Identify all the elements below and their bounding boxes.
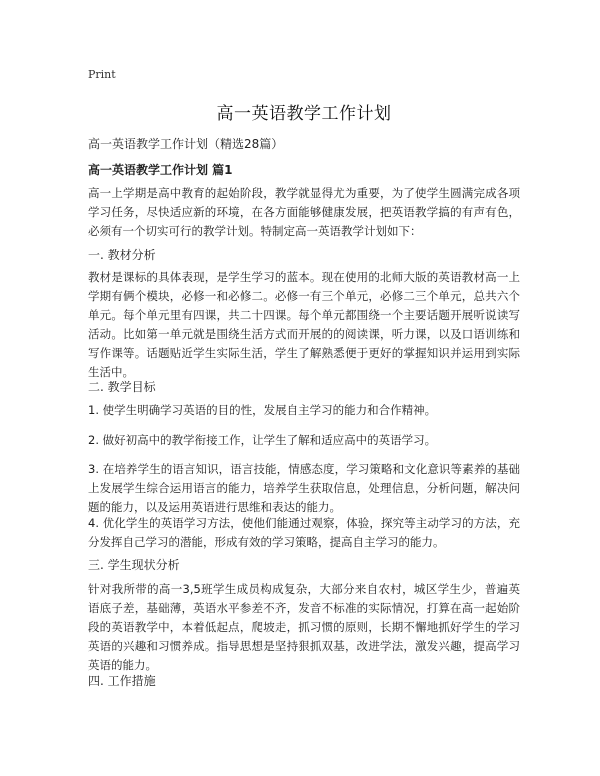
goal-item-4: 4. 优化学生的英语学习方法，使他们能通过观察，体验，探究等主动学习的方法，充分发挥自己学习的潜能，形成有效的学习策略，提高自主学习的能力。 [88, 516, 520, 549]
goal-item-1: 1. 使学生明确学习英语的目的性，发展自主学习的能力和合作精神。 [88, 403, 437, 417]
goal-item-3: 3. 在培养学生的语言知识，语言技能，情感态度，学习策略和文化意识等素养的基础上发展学生综合运用语言的能力，培养学生获取信息，处理信息，分析问题，解决问题的能力，以及运用英语进行思维和表达的能力。 [88, 462, 520, 514]
textbook-analysis-paragraph: 教材是课标的具体表现，是学生学习的蓝本。现在使用的北师大版的英语教材高一上学期有俩个模块，必修一和必修二。必修一有三个单元，必修二三个单元，总共六个单元。每个单元里有四课，共二十四课。每个单元都围绕一个主要话题开展听说读写活动。比如第一单元就是围绕生活方式而开展的的阅读课，听力课，以及口语训练和写作课等。话题贴近学生实际生活，学生了解熟悉便于更好的掌握知识并运用到实际生活中。 [88, 270, 520, 379]
section-heading-textbook: 一. 教材分析 [88, 248, 156, 262]
goal-item-2: 2. 做好初高中的教学衔接工作，让学生了解和适应高中的英语学习。 [88, 433, 437, 447]
page-title: 高一英语教学工作计划 [216, 104, 392, 124]
section-heading-measures: 四. 工作措施 [88, 674, 156, 688]
intro-paragraph: 高一上学期是高中教育的起始阶段，教学就显得尤为重要，为了使学生圆满完成各项学习任务，尽快适应新的环境，在各方面能够健康发展，把英语教学搞的有声有色，必须有一个切实可行的教学计划。特制定高一英语教学计划如下： [88, 186, 520, 238]
student-analysis-paragraph: 针对我所带的高一3,5班学生成员构成复杂，大部分来自农村，城区学生少，普遍英语底子差，基础薄，英语水平参差不齐，发音不标准的实际情况，打算在高一起始阶段的英语教学中，本着低起点，爬坡走，抓习惯的原则，长期不懈地抓好学生的学习英语的兴趣和习惯养成。指导思想是坚持狠抓双基，改进学法，激发兴趣，提高学习英语的能力。 [88, 582, 520, 672]
part-heading: 高一英语教学工作计划 篇1 [88, 163, 233, 177]
print-link[interactable]: Print [88, 68, 116, 81]
section-heading-students: 三. 学生现状分析 [88, 558, 180, 572]
section-heading-goals: 二. 教学目标 [88, 380, 156, 394]
document-subtitle: 高一英语教学工作计划（精选28篇） [88, 137, 284, 151]
